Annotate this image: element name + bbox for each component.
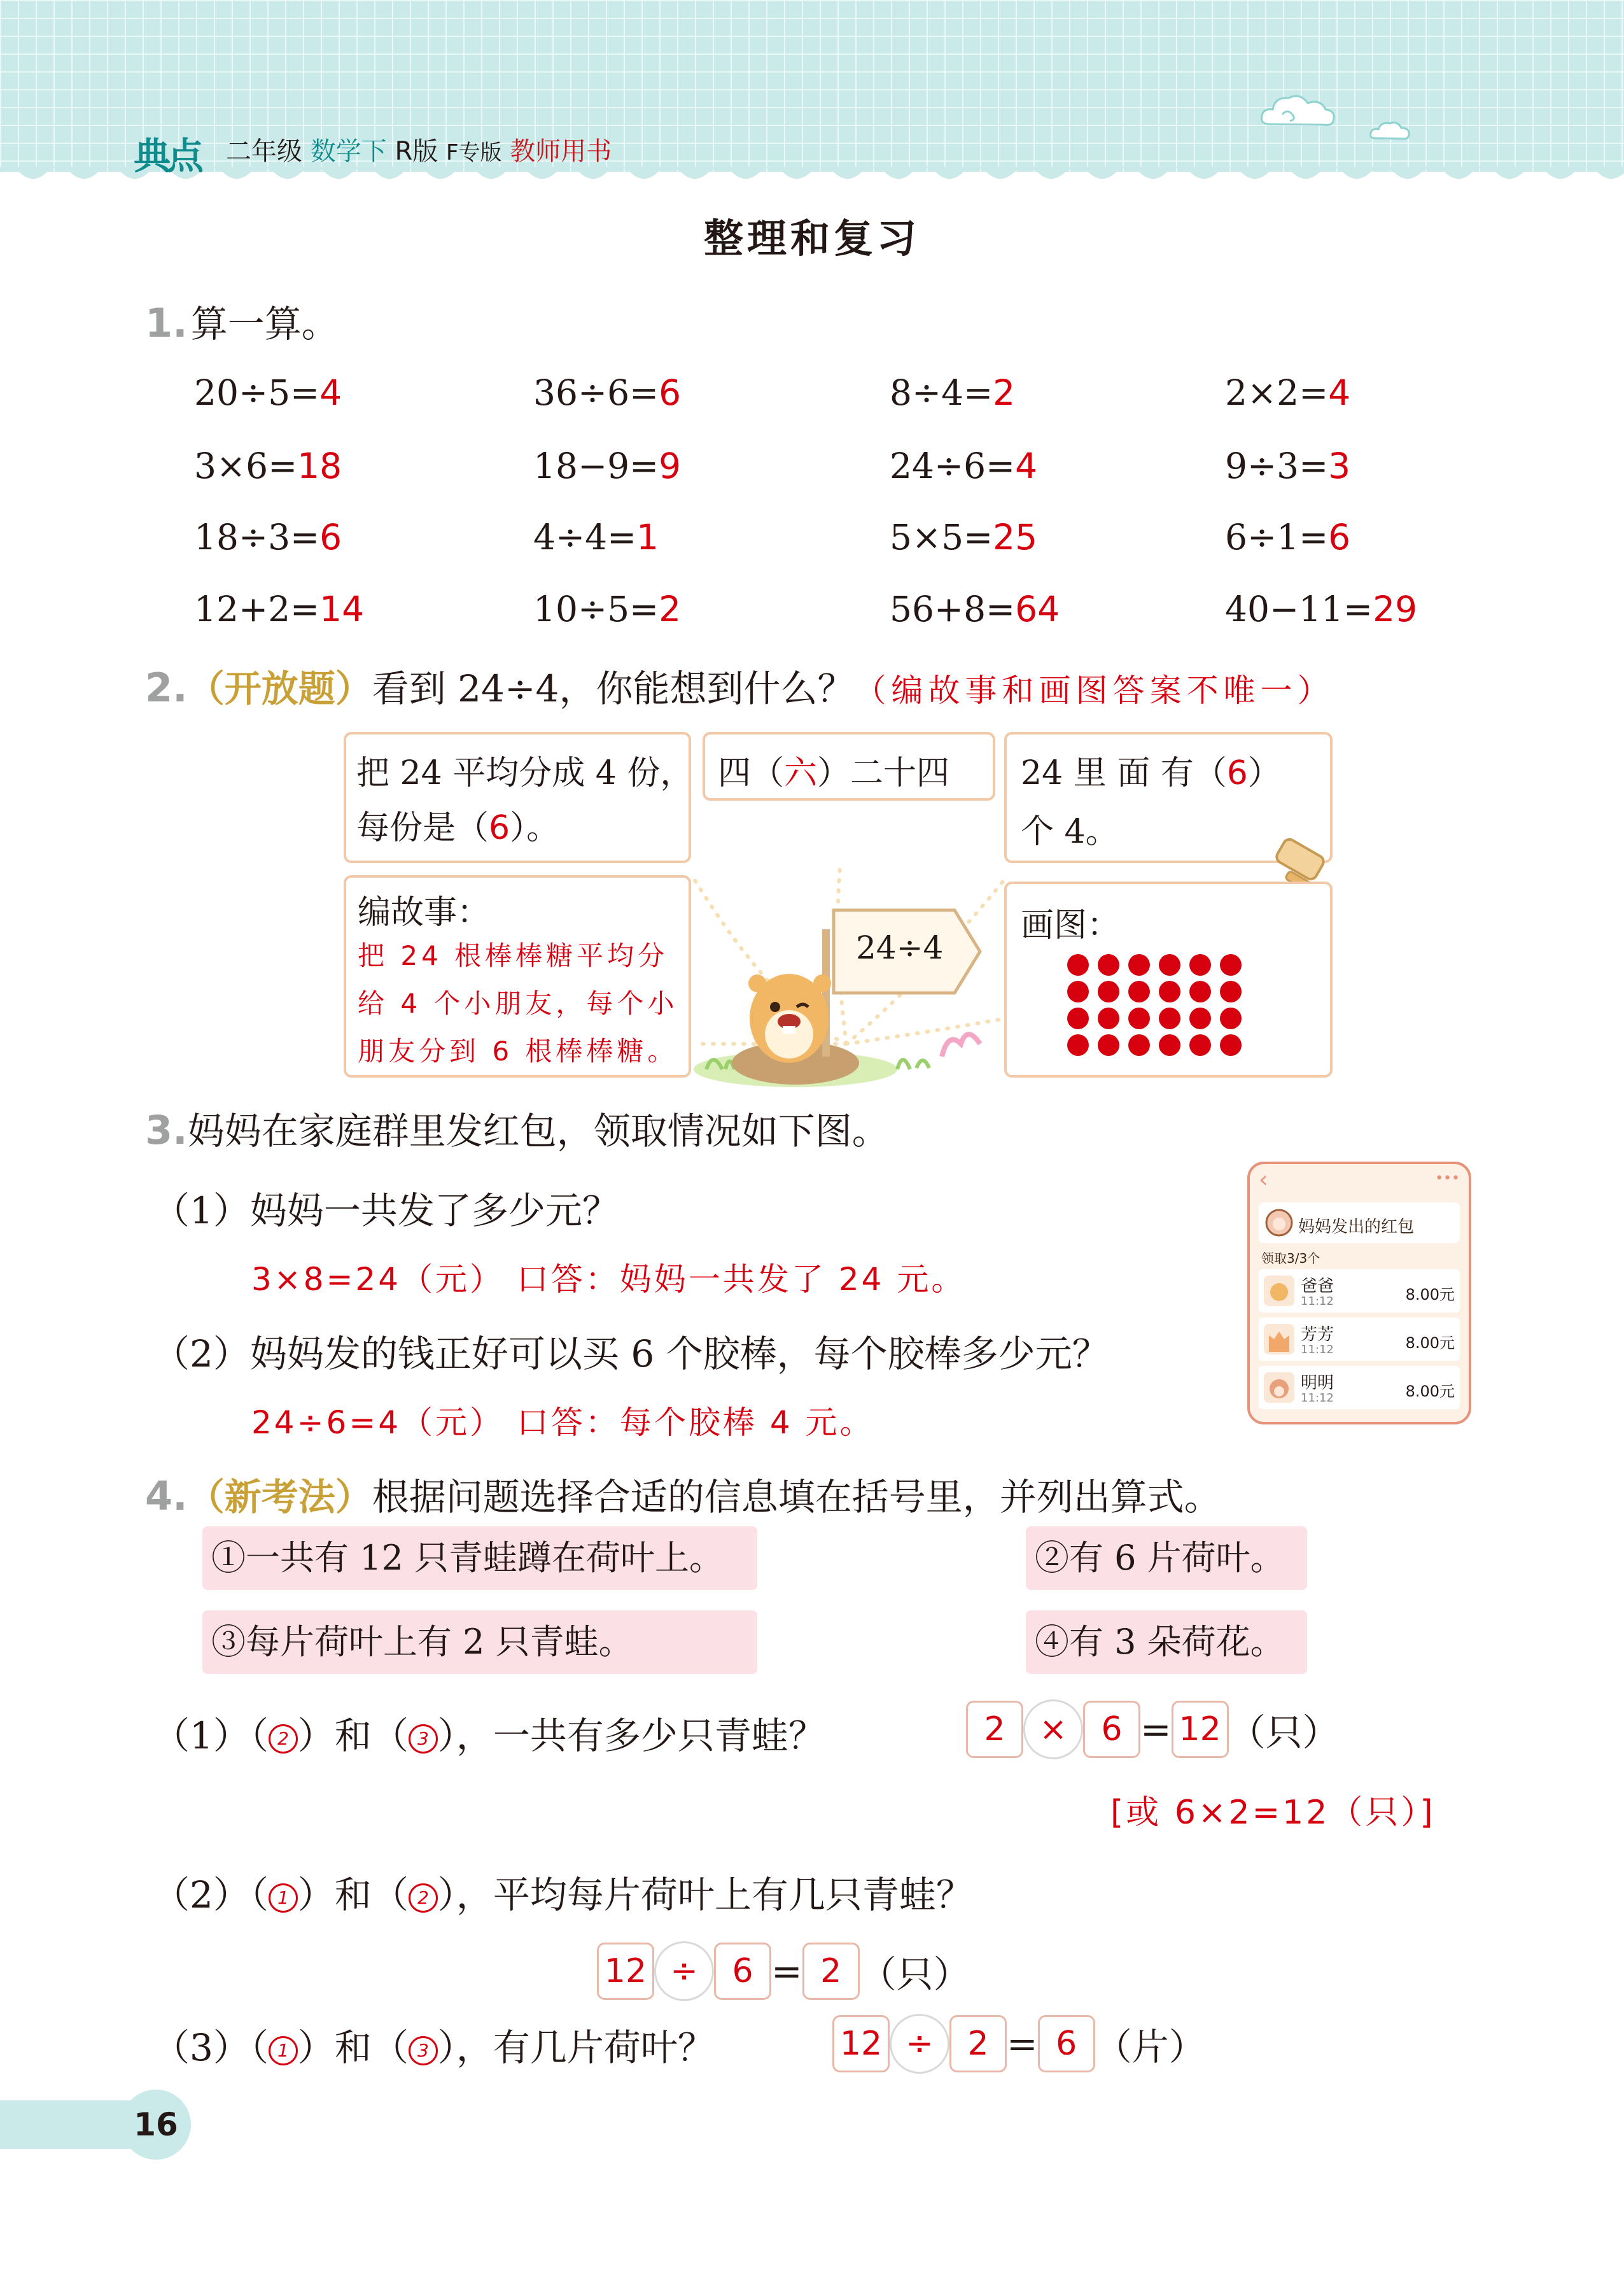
packet-title: 妈妈发出的红包 (1298, 1218, 1415, 1237)
more-icon: ••• (1435, 1171, 1460, 1186)
operand-box: 12 (597, 1943, 654, 2000)
q2-box-drawing: 画图： (1004, 882, 1333, 1078)
drawing-dot (1128, 1008, 1150, 1029)
q1-answer: 18 (297, 446, 342, 486)
info-3: ③每片荷叶上有 2 只青蛙。 (202, 1610, 757, 1674)
book-series-title: 二年级 数学下 R版 F专版 教师用书 (226, 137, 612, 166)
drawing-dot (1220, 981, 1242, 1002)
q3-heading: 3.妈妈在家庭群里发红包，领取情况如下图。 (145, 1107, 889, 1153)
q1-answer: 25 (993, 517, 1038, 558)
q1-equation: 6÷1=6 (1225, 517, 1351, 558)
choice-circle: 3 (409, 1724, 438, 1754)
q4-sub1-equation: 2 × 6 = 12 （只） (966, 1699, 1340, 1759)
info-2: ②有 6 片荷叶。 (1026, 1526, 1307, 1590)
packet-row-fangfang: 芳芳 11:12 8.00元 (1259, 1318, 1460, 1361)
q2-box-divide-equally (344, 732, 694, 863)
sign-expression: 24÷4 (856, 929, 944, 966)
q2-box1-line1: 把 24 平均分成 4 份， (356, 754, 694, 792)
info-4: ④有 3 朵荷花。 (1026, 1610, 1307, 1674)
info-1: ①一共有 12 只青蛙蹲在荷叶上。 (202, 1526, 757, 1590)
q1-equation: 20÷5=4 (194, 372, 342, 413)
q1-equation: 56+8=64 (890, 589, 1060, 629)
q2-box-multiplication-rhyme: 四（六）二十四 (703, 732, 995, 801)
q1-equation: 8÷4=2 (890, 372, 1016, 413)
operand-box: 2 (966, 1701, 1023, 1758)
q3-part1-answer: 3×8=24（元） 口答：妈妈一共发了 24 元。 (251, 1261, 966, 1298)
drawing-dot (1098, 954, 1119, 976)
cloud-icon (1257, 89, 1340, 134)
drawing-dot (1220, 1034, 1242, 1056)
q4-sub1-alt-answer: [或 6×2=12（只）] (1110, 1794, 1436, 1832)
q1-answer: 4 (1015, 446, 1038, 486)
drawing-dot (1098, 1008, 1119, 1029)
drawing-dot-grid (1067, 954, 1258, 1056)
q1-equation: 9÷3=3 (1225, 446, 1351, 486)
q4-sub3-question: （3）（ 1 ）和（ 3 ），有几片荷叶？ (153, 2026, 715, 2069)
brand-logo: 典点 (134, 134, 200, 178)
q3-part1-question: （1）妈妈一共发了多少元？ (153, 1189, 619, 1232)
page-number: 16 (121, 2090, 191, 2160)
q2-box1-line2: 每份是（6）。 (356, 809, 560, 847)
q1-answer: 64 (1015, 589, 1060, 629)
q1-answer: 6 (659, 372, 682, 413)
drawing-dot (1189, 981, 1211, 1002)
back-icon: ‹ (1259, 1167, 1268, 1193)
drawing-dot (1189, 954, 1211, 976)
q1-answer: 3 (1328, 446, 1351, 486)
q4-sub3-equation: 12 ÷ 2 = 6 （片） (832, 2014, 1206, 2074)
operand-box: 6 (714, 1943, 771, 2000)
q1-equation: 10÷5=2 (533, 589, 682, 629)
drawing-dot (1067, 1034, 1089, 1056)
q1-equation: 12+2=14 (194, 589, 365, 629)
operator-circle: × (1023, 1699, 1083, 1759)
operand-box: 6 (1083, 1701, 1140, 1758)
q1-equation: 18−9=9 (533, 446, 682, 486)
choice-circle: 3 (409, 2036, 438, 2065)
header-wave-edge (0, 167, 1624, 186)
fangfang-avatar-icon (1263, 1323, 1296, 1356)
q4-sub2-question: （2）（ 1 ）和（ 2 ），平均每片荷叶上有几只青蛙？ (153, 1873, 973, 1916)
q4-heading: 4.（新考法）根据问题选择合适的信息填在括号里，并列出算式。 (145, 1473, 1221, 1519)
q1-equation: 2×2=4 (1225, 372, 1351, 413)
q1-answer: 2 (659, 589, 682, 629)
drawing-dot (1159, 981, 1180, 1002)
choice-circle: 1 (269, 2036, 298, 2065)
mom-avatar-icon (1265, 1209, 1293, 1237)
drawing-dot (1128, 954, 1150, 976)
q2-heading: 2.（开放题）看到 24÷4，你能想到什么？（编故事和画图答案不唯一） (145, 664, 1334, 711)
packet-title-bar (1259, 1202, 1460, 1243)
drawing-dot (1159, 1034, 1180, 1056)
mingming-avatar-icon (1263, 1371, 1296, 1404)
drawing-dot (1220, 1008, 1242, 1029)
dad-avatar-icon (1263, 1274, 1296, 1307)
q1-answer: 6 (1328, 517, 1351, 558)
q1-heading: 1. 算一算。 (145, 300, 339, 346)
drawing-dot (1189, 1034, 1211, 1056)
q1-equation: 18÷3=6 (194, 517, 342, 558)
drawing-dot (1067, 954, 1089, 976)
result-box: 2 (802, 1943, 860, 2000)
operator-circle: ÷ (654, 1941, 714, 2001)
q3-part2-question: （2）妈妈发的钱正好可以买 6 个胶棒，每个胶棒多少元？ (153, 1332, 1109, 1375)
drawing-dot (1067, 1008, 1089, 1029)
drawing-dot (1128, 981, 1150, 1002)
q1-equation: 5×5=25 (890, 517, 1038, 558)
q3-part2-answer: 24÷6=4（元） 口答：每个胶棒 4 元。 (251, 1404, 874, 1441)
operand-box: 12 (832, 2015, 890, 2072)
red-packet-phone (1247, 1162, 1471, 1424)
operand-box: 2 (949, 2015, 1007, 2072)
drawing-dot (1159, 1008, 1180, 1029)
q4-sub1-question: （1）（ 2 ）和（ 3 ），一共有多少只青蛙？ (153, 1714, 825, 1757)
choice-circle: 1 (269, 1883, 298, 1913)
q1-answer: 4 (319, 372, 342, 413)
drawing-dot (1098, 1034, 1119, 1056)
drawing-dot (1159, 954, 1180, 976)
q2-box-how-many-fours: 24 里 面 有（6） 个 4。 (1004, 732, 1333, 863)
packet-row-mingming: 明明 11:12 8.00元 (1259, 1366, 1460, 1409)
choice-circle: 2 (269, 1724, 298, 1754)
q1-equation: 24÷6=4 (890, 446, 1038, 486)
q1-equation: 40−11=29 (1225, 589, 1418, 629)
drawing-dot (1189, 1008, 1211, 1029)
q1-equation: 4÷4=1 (533, 517, 659, 558)
drawing-dot (1067, 981, 1089, 1002)
q1-answer: 4 (1328, 372, 1351, 413)
q2-box-story: 编故事： 把 24 根棒棒糖平均分 给 4 个小朋友，每个小 朋友分到 6 根棒棒糖。 (344, 875, 691, 1078)
drawing-dot (1098, 981, 1119, 1002)
packet-row-dad: 爸爸 11:12 8.00元 (1259, 1269, 1460, 1312)
q4-sub2-equation: 12 ÷ 6 = 2 （只） (597, 1941, 970, 2001)
q1-answer: 9 (659, 446, 682, 486)
drawing-dot (1128, 1034, 1150, 1056)
result-box: 12 (1172, 1701, 1229, 1758)
q1-answer: 14 (319, 589, 365, 629)
choice-circle: 2 (409, 1883, 438, 1913)
beaver-mascot-illustration (687, 891, 1005, 1088)
q1-answer: 6 (319, 517, 342, 558)
q1-equation: 36÷6=6 (533, 372, 682, 413)
q1-answer: 29 (1373, 589, 1418, 629)
result-box: 6 (1038, 2015, 1095, 2072)
small-cloud-icon (1368, 118, 1413, 143)
page-title: 整理和复习 (703, 215, 920, 262)
q1-equation: 3×6=18 (194, 446, 342, 486)
q1-answer: 2 (993, 372, 1016, 413)
q1-answer: 1 (636, 517, 659, 558)
operator-circle: ÷ (890, 2014, 949, 2074)
packet-count: 领取3/3个 (1261, 1251, 1320, 1266)
drawing-dot (1220, 954, 1242, 976)
